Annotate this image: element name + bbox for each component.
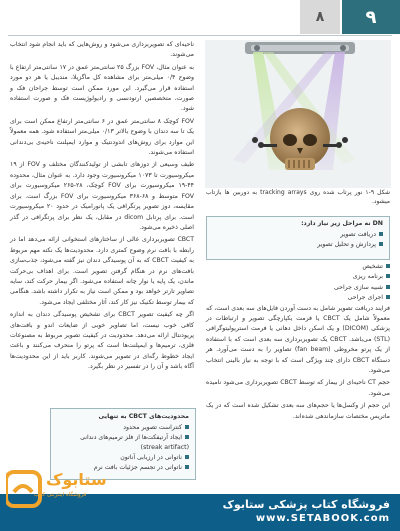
left-paragraph-3: FOV کوچک ۸ سانتی‌متر عمق در ۶ سانتی‌متر ارتفاع ممکن است برای یک تا سه دندان با وضوح بالاتر ۰/۱۳ میلی‌متر استفاده شود. همه معمولاً این موارد برای روش‌های اندودنتیک و موارد ایمپلنت ناحیه‌ی بی‌دندانی استفاده می‌شوند. bbox=[10, 117, 195, 157]
left-paragraph-5: CBCT تصویربرداری عالی از ساختارهای استخوانی ارائه می‌دهد اما در رابطه با بافت نرم وضوح کمتری دارد. محدودیت‌ها یک نکته مهم مربوط به کیفیت CBCT که به آن پوسیدگی دندان نیز گفته می‌شود، جذب‌سازی بافت‌های نرم در هنگام گرفتن تصویر است. برای اهداف بی‌حرکت ماندن، یک پایه یا نوار چانه استفاده می‌شود. اگر بیمار حرکت کند، سایه تصاویر تارتر خواهد بود و ممکن است نیاز به تکرار داشته باشد. هنگامی که بیمار توسط تکنیک نیز کار کند، آثار مختلفی ایجاد می‌شود. bbox=[10, 236, 195, 306]
right-paragraph-3: این حجم از وکسل‌ها یا حجم‌های سه بعدی تشکیل شده است که در یک ماتریس مختصات سازماندهی شده‌اند. bbox=[206, 402, 390, 420]
limitation-item: کنتراست تصویر محدود bbox=[57, 423, 189, 433]
limitations-title: محدودیت‌های CBCT به تنهایی bbox=[98, 413, 189, 420]
footer-url[interactable]: www.SETABOOK.com bbox=[255, 513, 390, 524]
navigation-figure bbox=[205, 40, 391, 188]
dn-step: دریافت تصویر bbox=[213, 230, 383, 240]
left-paragraph-2: به عنوان مثال، FOV بزرگ ۲۵ سانتی‌متر عمق در ۱۷ سانتی‌متر ارتفاع با وضوح ۰/۴ میلی‌متر برای مشاهده کل ماگزیلا، مندیبل یا هر دو مورد استفاده قرار می‌گیرد. این مورد ممکن است توسط جراحان فک و صورت، متخصصین ارتودنسی و رادیولوژیست فک و صورت استفاده شود. bbox=[10, 63, 194, 113]
left-paragraph-4: طیف وسیعی از دوزهای تابشی از تولیدکنندگان مختلف و FOV از ۱۹ میکروسیورت تا ۱۰۷۳ میکروسیورت وجود دارد. به عنوان مثال، محدوده ۴۴-۱۹ میکروسیورت برای FOV کوچک، ۲۸-۲۶۵ میکروسیورت برای FOV متوسط و ۶۸-۳۶۸ میکروسیورت برای FOV بزرگ است. برای مقایسه، دوز تصویر پرتگرافی یک پانورامیک در حدود ۲۰ میکروسیورت است. برای پرتابل dicom در مقابل، یک نظر برای پرتگرافی در گذر اصلی ذخیره می‌شود. bbox=[10, 161, 195, 231]
dn-step: شبیه سازی جراحی bbox=[206, 283, 390, 293]
dn-step: اجرای جراحی bbox=[206, 293, 390, 303]
skull-tracking-illustration bbox=[205, 40, 391, 188]
logo-subtitle: فروشگاه اینترنتی کتاب bbox=[34, 492, 87, 498]
right-paragraph-1: فرایند دریافت تصویر شامل به دست آوردن فایل‌های سه بعدی است، که معمولاً شامل یک CBCT یا فرمت یکپارچگی تصویر و ارتباطات در پزشکی (DICOM) و یک اسکن داخل دهانی یا فرمت استریولیتوگرافی (STL) می‌باشد. CBCT یک تصویربرداری سه بعدی است که با استفاده از یک پرتو مخروطی (fan beam) تصاویر را به دست می‌آورد. هر دستگاه CBCT دارای چند ویژگی است که با توجه به نیاز بالینی انتخاب می‌شود. bbox=[206, 304, 390, 375]
header-divider bbox=[8, 35, 392, 36]
left-paragraph-1: ناحیه‌ای که تصویربرداری می‌شود و روش‌هایی که باید انجام شود انتخاب می‌شوند. bbox=[10, 41, 194, 59]
dn-step: پردازش و تحلیل تصویر bbox=[213, 240, 383, 250]
logo-text: ستابوک bbox=[46, 470, 107, 489]
page-number-right: ۹ bbox=[342, 0, 400, 34]
page-number-left: ۸ bbox=[300, 0, 340, 34]
left-column bbox=[10, 40, 194, 375]
right-column bbox=[206, 262, 390, 424]
dn-step: برنامه ریزی bbox=[206, 272, 390, 282]
limitation-item: ایجاد آرتیفکت‌ها از فلز ترمیم‌های دندانی (streak artifact) bbox=[80, 433, 189, 451]
dn-steps-continued bbox=[206, 262, 390, 304]
right-paragraph-2: حجم CT ناحیه‌ای از بیمار که توسط CBCT تصویربرداری می‌شود نامیده می‌شود. bbox=[206, 379, 391, 397]
left-paragraph-6: اگر چه کیفیت تصویر CBCT برای تشخیص پوسیدگی دندان به اندازه کافی خوب نیست، اما تصاویر خوبی از ضایعات اندو و بافت‌های پریودنتال ارائه می‌دهد. محدودیت در کیفیت تصویر مربوط به مصنوعات فلزی، ترمیم‌ها و ایمپلنت‌ها است که پرتو را منحرف می‌کنند و باعث ایجاد خطوط رگه‌ای در تصویر می‌شوند. کاربر باید از این محدودیت‌ها آگاه باشد و آن را در تفسیر در نظر بگیرد. bbox=[10, 311, 194, 371]
figure-caption: شکل ۹-۱ نور پرتاب شده روی tracking arrays به دوربین ها بازتاب میشود. bbox=[206, 189, 390, 205]
dn-step: تشخیص bbox=[206, 262, 390, 272]
dn-title: DN نه مراحل زیر نیاز دارد: bbox=[301, 220, 383, 227]
limitation-item: ناتوانی در تجسم جزئیات بافت نرم bbox=[57, 463, 189, 473]
footer-title: فروشگاه کتاب پزشکی ستابوک bbox=[222, 498, 390, 511]
limitation-item: ناتوانی در ارزیابی آناتون bbox=[57, 453, 189, 463]
dn-steps-box bbox=[206, 216, 390, 260]
